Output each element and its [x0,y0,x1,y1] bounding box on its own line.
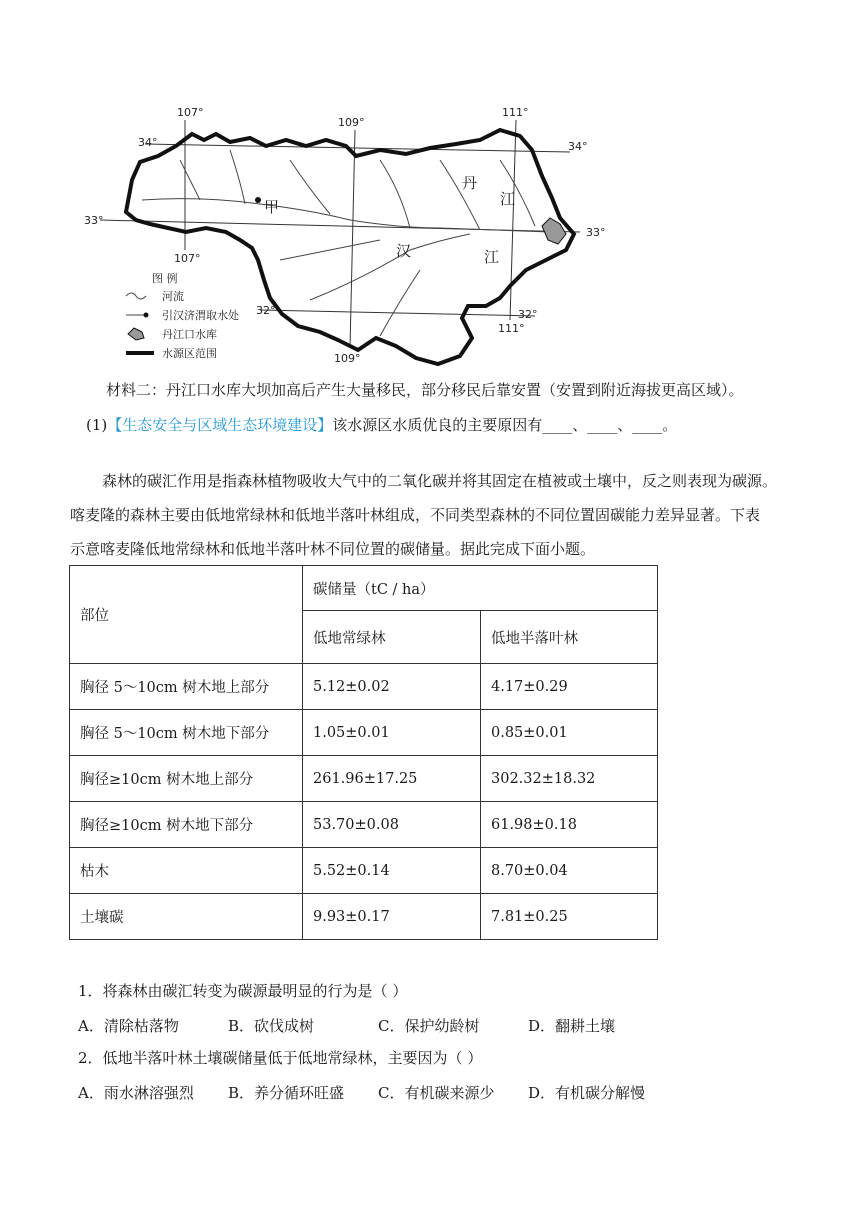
lat-label: 33° [84,214,104,227]
row-evergreen-value: 261.96±17.25 [303,756,481,802]
mcq-2-stem: 2．低地半落叶林土壤碳储量低于低地常绿林，主要因为（ ） [78,1049,483,1067]
question-1-line [86,415,677,435]
question-1-number: (1) [86,416,108,434]
header-part: 部位 [70,566,303,664]
place-label: 甲 [264,198,280,216]
table-row [70,710,658,756]
place-label: 江 [500,190,516,208]
intro-line-1: 森林的碳汇作用是指森林植物吸收大气中的二氧化碳并将其固定在植被或土壤中，反之则表现为碳源。 [102,472,778,490]
row-semi-deciduous-value: 7.81±0.25 [481,894,658,940]
question-1-tag: 【生态安全与区域生态环境建设】 [107,416,333,434]
place-label: 汉 [396,242,412,260]
lat-label: 34° [568,140,588,153]
legend-item: 引汉济渭取水处 [162,309,239,322]
mcq-2-option-b[interactable]: B．养分循环旺盛 [228,1084,345,1102]
row-semi-deciduous-value: 4.17±0.29 [481,664,658,710]
mcq-1-option-c[interactable]: C．保护幼龄树 [378,1017,480,1035]
material-2-text: 材料二：丹江口水库大坝加高后产生大量移民，部分移民后靠安置（安置到附近海拔更高区域）。 [106,381,744,399]
lat-label: 33° [586,226,606,239]
header-semi-deciduous: 低地半落叶林 [481,611,658,664]
row-part: 胸径 5～10cm 树木地上部分 [70,664,303,710]
mcq-1-option-d[interactable]: D．翻耕土壤 [528,1017,616,1035]
intake-legend-icon [126,313,149,318]
place-label: 丹 [462,174,478,192]
map-legend [126,271,239,360]
lon-label: 107° [177,106,204,119]
mcq-1-stem: 1．将森林由碳汇转变为碳源最明显的行为是（ ） [78,982,408,1000]
mcq-2-option-a[interactable]: A．雨水淋溶强烈 [78,1084,194,1102]
legend-item: 水源区范围 [162,347,217,360]
table-row [70,756,658,802]
row-part: 胸径≥10cm 树木地下部分 [70,802,303,848]
row-evergreen-value: 9.93±0.17 [303,894,481,940]
table-row [70,848,658,894]
question-1-text: 该水源区水质优良的主要原因有____、____、____。 [332,416,678,434]
table-row [70,802,658,848]
legend-item: 河流 [162,290,184,303]
row-evergreen-value: 53.70±0.08 [303,802,481,848]
mcq-2-option-d[interactable]: D．有机碳分解慢 [528,1084,646,1102]
row-part: 枯木 [70,848,303,894]
mcq-1-option-b[interactable]: B．砍伐成树 [228,1017,315,1035]
water-intake-marker-icon [255,197,261,203]
row-evergreen-value: 1.05±0.01 [303,710,481,756]
intro-line-3: 示意喀麦隆低地常绿林和低地半落叶林不同位置的碳储量。据此完成下面小题。 [70,540,596,558]
row-semi-deciduous-value: 302.32±18.32 [481,756,658,802]
row-semi-deciduous-value: 8.70±0.04 [481,848,658,894]
row-evergreen-value: 5.12±0.02 [303,664,481,710]
row-part: 胸径 5～10cm 树木地下部分 [70,710,303,756]
lat-label: 34° [138,136,158,149]
watershed-map [80,100,640,370]
reservoir-legend-icon [128,328,144,340]
intro-line-2: 喀麦隆的森林主要由低地常绿林和低地半落叶林组成，不同类型森林的不同位置固碳能力差异显著。下表 [70,506,761,524]
header-evergreen: 低地常绿林 [303,611,481,664]
row-part: 胸径≥10cm 树木地上部分 [70,756,303,802]
legend-title: 图 例 [152,272,178,285]
table-row [70,894,658,940]
row-semi-deciduous-value: 0.85±0.01 [481,710,658,756]
row-evergreen-value: 5.52±0.14 [303,848,481,894]
carbon-storage-table [69,565,658,940]
lon-label: 111° [502,106,529,119]
river-legend-icon [126,293,146,299]
lon-label: 109° [338,116,365,129]
row-part: 土壤碳 [70,894,303,940]
mcq-1-option-a[interactable]: A．清除枯落物 [78,1017,179,1035]
mcq-2-option-c[interactable]: C．有机碳来源少 [378,1084,495,1102]
row-semi-deciduous-value: 61.98±0.18 [481,802,658,848]
header-carbon-storage: 碳储量（tC / ha） [303,566,658,611]
lon-label: 109° [334,352,361,365]
table-row [70,664,658,710]
lat-label: 32° [256,304,276,317]
legend-item: 丹江口水库 [162,328,217,341]
lat-label: 32° [518,308,538,321]
lon-label: 107° [174,252,201,265]
lon-label: 111° [498,322,525,335]
place-label: 江 [484,248,500,266]
